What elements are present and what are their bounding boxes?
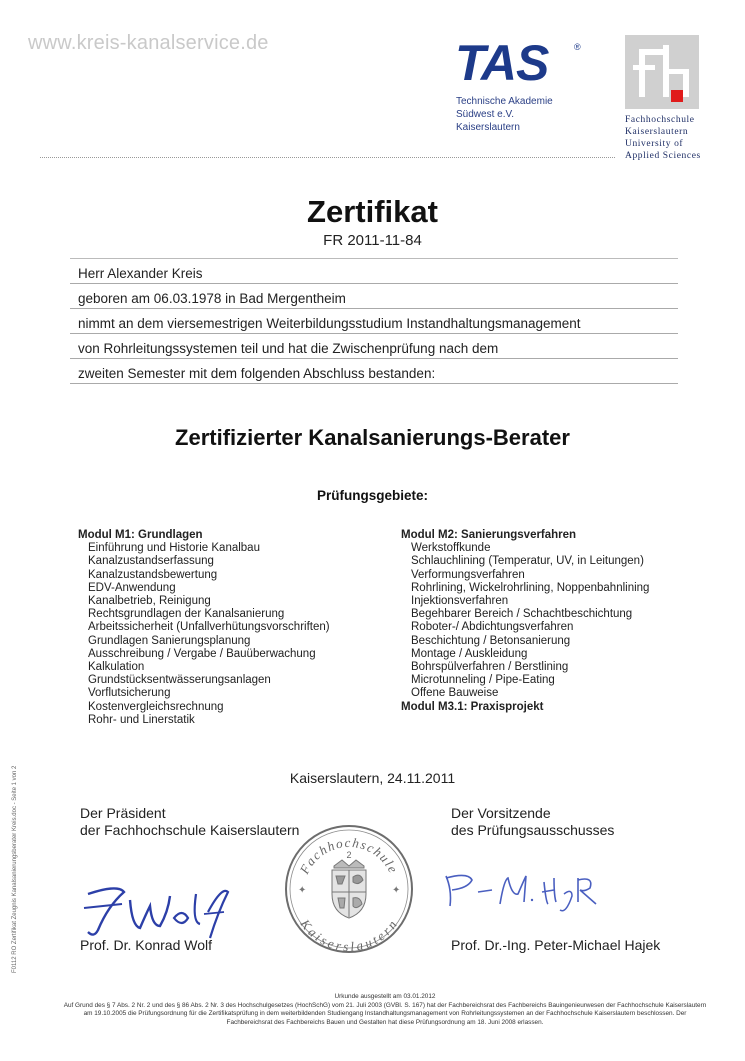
signatory-left-name: Prof. Dr. Konrad Wolf — [80, 937, 213, 953]
list-item: Kanalbetrieb, Reinigung — [88, 595, 211, 608]
list-item: Begehbarer Bereich / Schachtbeschichtung — [411, 608, 633, 621]
list-item: Rohrlining, Wickelrohrlining, Noppenbahnlining — [411, 581, 650, 594]
signatory-right-role-1: Der Vorsitzende — [451, 805, 551, 821]
list-item: Offene Bauweise — [411, 687, 499, 700]
seal-star-left-icon: ✦ — [298, 885, 307, 896]
seal-text-bottom: Kaiserslautern — [297, 916, 401, 955]
fh-logo — [625, 35, 699, 109]
fh-line-3: University of — [625, 139, 684, 149]
tas-logo: TAS — [455, 35, 549, 91]
fh-logo-red-square — [671, 90, 683, 102]
seal-text-top: Fachhochschule — [296, 834, 402, 877]
signature-right — [438, 866, 608, 916]
list-item: Beschichtung / Betonsanierung — [411, 634, 571, 647]
seal-star-right-icon: ✦ — [392, 885, 401, 896]
list-item: Vorflutsicherung — [88, 687, 171, 700]
list-item: Kalkulation — [88, 661, 145, 674]
seal-number: 2 — [346, 850, 352, 860]
signatory-left-role — [80, 805, 299, 839]
list-item: Grundstücksentwässerungsanlagen — [88, 674, 271, 687]
recipient-line: nimmt an dem viersemestrigen Weiterbildungsstudium Instandhaltungsmanagement — [70, 309, 678, 334]
legal-footnote: Auf Grund des § 7 Abs. 2 Nr. 2 und des § 86 Abs. 2 Nr. 3 des Hochschulgesetzes (HochSchG) vom 21. Juli 2003 (GVBl. S. 167) hat der Fachbereichsrat des Fachbereichs Bauingenieurwesen der Fachhochschule Kaiserslautern am 19.10.2005 die Prüfungsordnung für die Zertifikatsprüfung in dem weiterbildenden Studiengang Instandhaltungsmanagement von Rohrleitungssystemen an der Fachhochschule Kaiserslautern beschlossen. Der Fachbereichsrat des Fachbereichs Bauen und Gestalten hat diese Prüfungsordnung am 18. Juni 2008 erlassen. — [63, 1002, 707, 1026]
signatory-left-role-1: Der Präsident — [80, 805, 166, 821]
module-m1 — [78, 529, 330, 727]
tas-registered-mark: ® — [574, 42, 581, 52]
list-item: Einführung und Historie Kanalbau — [88, 542, 260, 555]
list-item: Injektionsverfahren — [411, 595, 509, 608]
fh-subtitle — [625, 114, 701, 162]
module-m1-title: Modul M1: Grundlagen — [78, 529, 203, 541]
fh-logo-graphic — [625, 35, 699, 109]
signature-left — [78, 882, 238, 942]
module-m2 — [401, 529, 649, 714]
list-item: Verformungsverfahren — [411, 568, 525, 581]
list-item: Montage / Auskleidung — [411, 647, 528, 660]
side-file-reference: F0112 RO Zertifikat Zeugnis Kanalsanierungsberater Kreis.doc - Seite 1 von 2 — [12, 765, 18, 973]
module-m2-title: Modul M2: Sanierungsverfahren — [401, 529, 577, 541]
recipient-line: von Rohrleitungssystemen teil und hat die Zwischenprüfung nach dem — [70, 334, 678, 359]
module-m3-title: Modul M3.1: Praxisprojekt — [401, 700, 544, 713]
fh-line-1: Fachhochschule — [625, 115, 695, 125]
list-item: EDV-Anwendung — [88, 581, 176, 594]
list-item: Schlauchlining (Temperatur, UV, in Leitungen) — [411, 555, 644, 568]
list-item: Ausschreibung / Vergabe / Bauüberwachung — [88, 647, 316, 660]
tas-subtitle — [456, 95, 553, 134]
signatory-right-name: Prof. Dr.-Ing. Peter-Michael Hajek — [451, 937, 661, 953]
header-divider — [40, 157, 615, 158]
degree-title: Zertifizierter Kanalsanierungs-Berater — [175, 425, 570, 450]
exam-areas-heading: Prüfungsgebiete: — [316, 488, 428, 503]
svg-text:Kaiserslautern — [297, 916, 401, 954]
tas-line-3: Kaiserslautern — [456, 122, 520, 133]
list-item: Grundlagen Sanierungsplanung — [88, 634, 251, 647]
list-item: Rechtsgrundlagen der Kanalsanierung — [88, 608, 285, 621]
certificate-title: Zertifikat — [307, 194, 438, 229]
certificate-number: FR 2011-11-84 — [323, 232, 422, 249]
signatory-left-role-2: der Fachhochschule Kaiserslautern — [80, 822, 300, 838]
list-item: Kanalzustandserfassung — [88, 555, 214, 568]
list-item: Arbeitssicherheit (Unfallverhütungsvorschriften) — [88, 621, 330, 634]
list-item: Bohrspülverfahren / Berstlining — [411, 661, 569, 674]
coat-of-arms-icon — [332, 860, 366, 918]
issue-date: Urkunde ausgestellt am 03.01.2012 — [334, 993, 436, 1000]
signatory-right-role-2: des Prüfungsausschusses — [451, 822, 615, 838]
official-seal — [282, 822, 416, 956]
fh-line-2: Kaiserslautern — [625, 127, 689, 137]
tas-line-1: Technische Akademie — [456, 96, 553, 107]
recipient-line: zweiten Semester mit dem folgenden Abschluss bestanden: — [70, 359, 678, 384]
list-item: Werkstoffkunde — [411, 542, 491, 555]
recipient-line: geboren am 06.03.1978 in Bad Mergentheim — [70, 284, 678, 309]
recipient-line: Herr Alexander Kreis — [70, 258, 678, 284]
list-item: Kostenvergleichsrechnung — [88, 700, 224, 713]
watermark-url: www.kreis-kanalservice.de — [28, 32, 269, 54]
signatory-right-role — [451, 805, 614, 839]
list-item: Rohr- und Linerstatik — [88, 713, 195, 726]
list-item: Kanalzustandsbewertung — [88, 568, 218, 581]
list-item: Microtunneling / Pipe-Eating — [411, 674, 555, 687]
recipient-block — [70, 258, 678, 384]
fh-line-4: Applied Sciences — [625, 151, 701, 161]
tas-line-2: Südwest e.V. — [456, 109, 515, 120]
list-item: Roboter-/ Abdichtungsverfahren — [411, 621, 574, 634]
place-date: Kaiserslautern, 24.11.2011 — [289, 770, 456, 786]
